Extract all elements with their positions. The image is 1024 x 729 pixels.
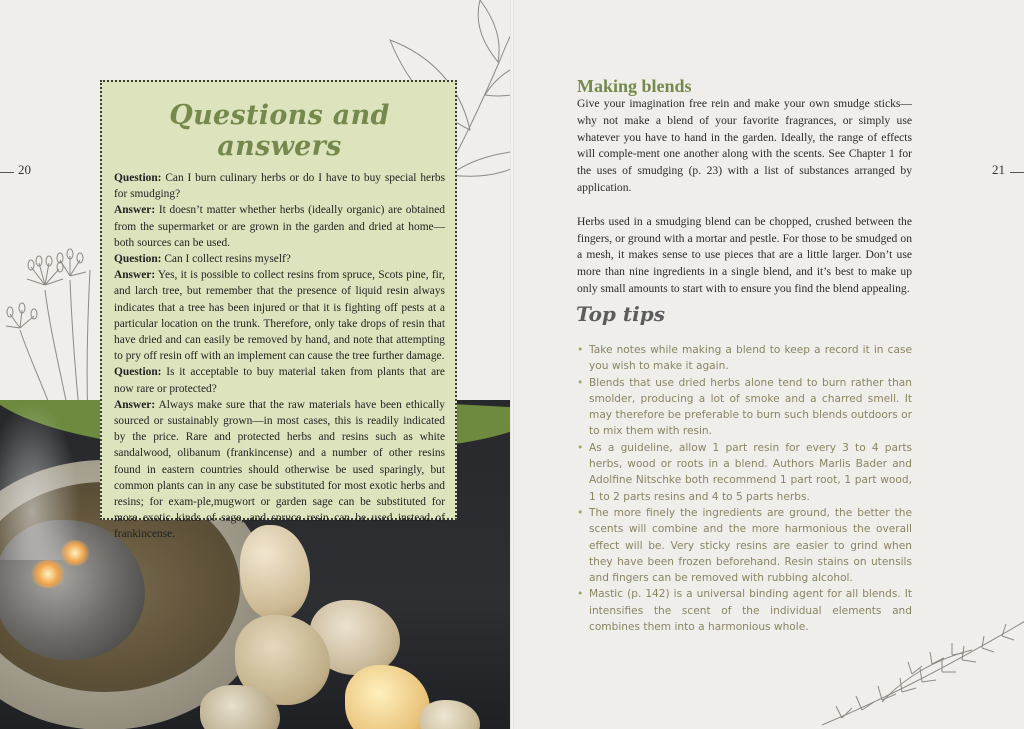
bullet-icon: • (577, 588, 584, 601)
page-number-left: 20 (18, 162, 31, 177)
qa-label: Answer: (114, 204, 156, 217)
tip-item (576, 505, 912, 586)
tip-item (576, 375, 912, 440)
bullet-icon: • (577, 441, 584, 454)
tip-item (576, 342, 912, 375)
making-blends-heading: Making blends (577, 76, 692, 96)
tip-item (576, 440, 912, 505)
qa-label: Question: (114, 366, 162, 379)
tip-item (576, 586, 912, 635)
qa-item (114, 267, 445, 364)
qa-box (100, 80, 457, 541)
top-tips-list (576, 342, 912, 635)
bullet-icon: • (577, 344, 584, 356)
top-tips-heading: Top tips (576, 302, 665, 326)
qa-text: Is it acceptable to buy material taken from plants that are now rare or protected? (114, 366, 445, 395)
tip-text: As a guideline, allow 1 part resin for every 3 to 4 parts herbs, wood or roots in a blend. Authors Marlis Bader and Adolfine Nitschke both recommend 1 part root, 1 part wood, 1 to 2 parts resins and 4 to 5 parts herbs. (589, 441, 912, 503)
qa-label: Answer: (114, 398, 156, 411)
qa-item (114, 251, 445, 267)
qa-text: Can I burn culinary herbs or do I have to buy special herbs for smudging? (114, 172, 445, 201)
qa-item (114, 364, 445, 396)
book-gutter (510, 0, 514, 729)
qa-title: Questions and answers (169, 100, 390, 162)
tip-text: The more finely the ingredients are ground, the better the scents will combine and the more harmonious the overall effect will be. Very sticky resins are easier to grind when they have been frozen beforehand. Resin stains on utensils and fingers can be removed with rubbing alcohol. (589, 506, 912, 585)
qa-label: Question: (114, 172, 162, 184)
blends-paragraph: Herbs used in a smudging blend can be chopped, crushed between the fingers, or ground with a mortar and pestle. For those to be smudged on a mesh, it makes sense to use pieces that are a little larger. Don’t use more than nine ingredients in a single blend, and it’s best to make up only small amounts to start with to ensure you find the blend appealing. (577, 214, 912, 295)
qa-text: It doesn’t matter whether herbs (ideally organic) are obtained from the supermarket or are grown in the garden and dried at home—both sources can be used. (114, 204, 445, 249)
qa-item (114, 170, 445, 202)
making-blends-body (577, 96, 912, 315)
tip-text: Blends that use dried herbs alone tend to burn rather than smolder, producing a lot of smoke and a charred smell. It may therefore be preferable to burn such blends outdoors or to mix them with resin. (589, 376, 912, 438)
page-number-rule (1010, 172, 1024, 173)
blends-paragraph: Give your imagination free rein and make your own smudge sticks—why not make a blend of your favorite fragrances, or simply use whatever you have to hand in the garden. Ideally, the range of effects will comple-ment one another along with the scents. See Chapter 1 for the uses of smudging (p. 23) with a list of substances arranged by application. (577, 97, 912, 194)
qa-label: Answer: (114, 269, 156, 282)
page-number-right: 21 (992, 162, 1005, 177)
qa-label: Question: (114, 253, 162, 266)
bullet-icon: • (577, 506, 584, 519)
qa-item (114, 202, 445, 251)
bullet-icon: • (577, 376, 584, 389)
qa-body (114, 170, 445, 543)
tip-text: Take notes while making a blend to keep a record it in case you wish to make it again. (589, 344, 912, 373)
page-number-rule (0, 172, 14, 173)
qa-text: Always make sure that the raw materials have been ethically sourced or sustainably grown—in most cases, this is readily indicated by the price. Rare and protected herbs and resins such as white sandalwood, olibanum (frankincense) and a number of other resins found in eastern countries should otherwise be used sparingly, but common plants can in any case be substituted for most exotic herbs and resins; for exam-ple,mugwort or garden sage can be substituted for more exotic kinds of sage, and spruce resin can be used instead of frankincense. (114, 398, 445, 541)
qa-item (114, 397, 445, 543)
qa-text: Can I collect resins myself? (161, 253, 291, 266)
qa-text: Yes, it is possible to collect resins from spruce, Scots pine, fir, and larch tree, but remember that the presence of liquid resin always indicates that a tree has been injured or that it is fighting off pests at a particular location on the trunk. Therefore, only take drops of resin that have dried and can easily be removed by hand, and note that attempting to pry off resin off with an implement can cause the tree further damage. (114, 269, 445, 363)
tip-text: Mastic (p. 142) is a universal binding agent for all blends. It intensifies the scent of the individual elements and combines them into a harmonious whole. (589, 588, 912, 634)
